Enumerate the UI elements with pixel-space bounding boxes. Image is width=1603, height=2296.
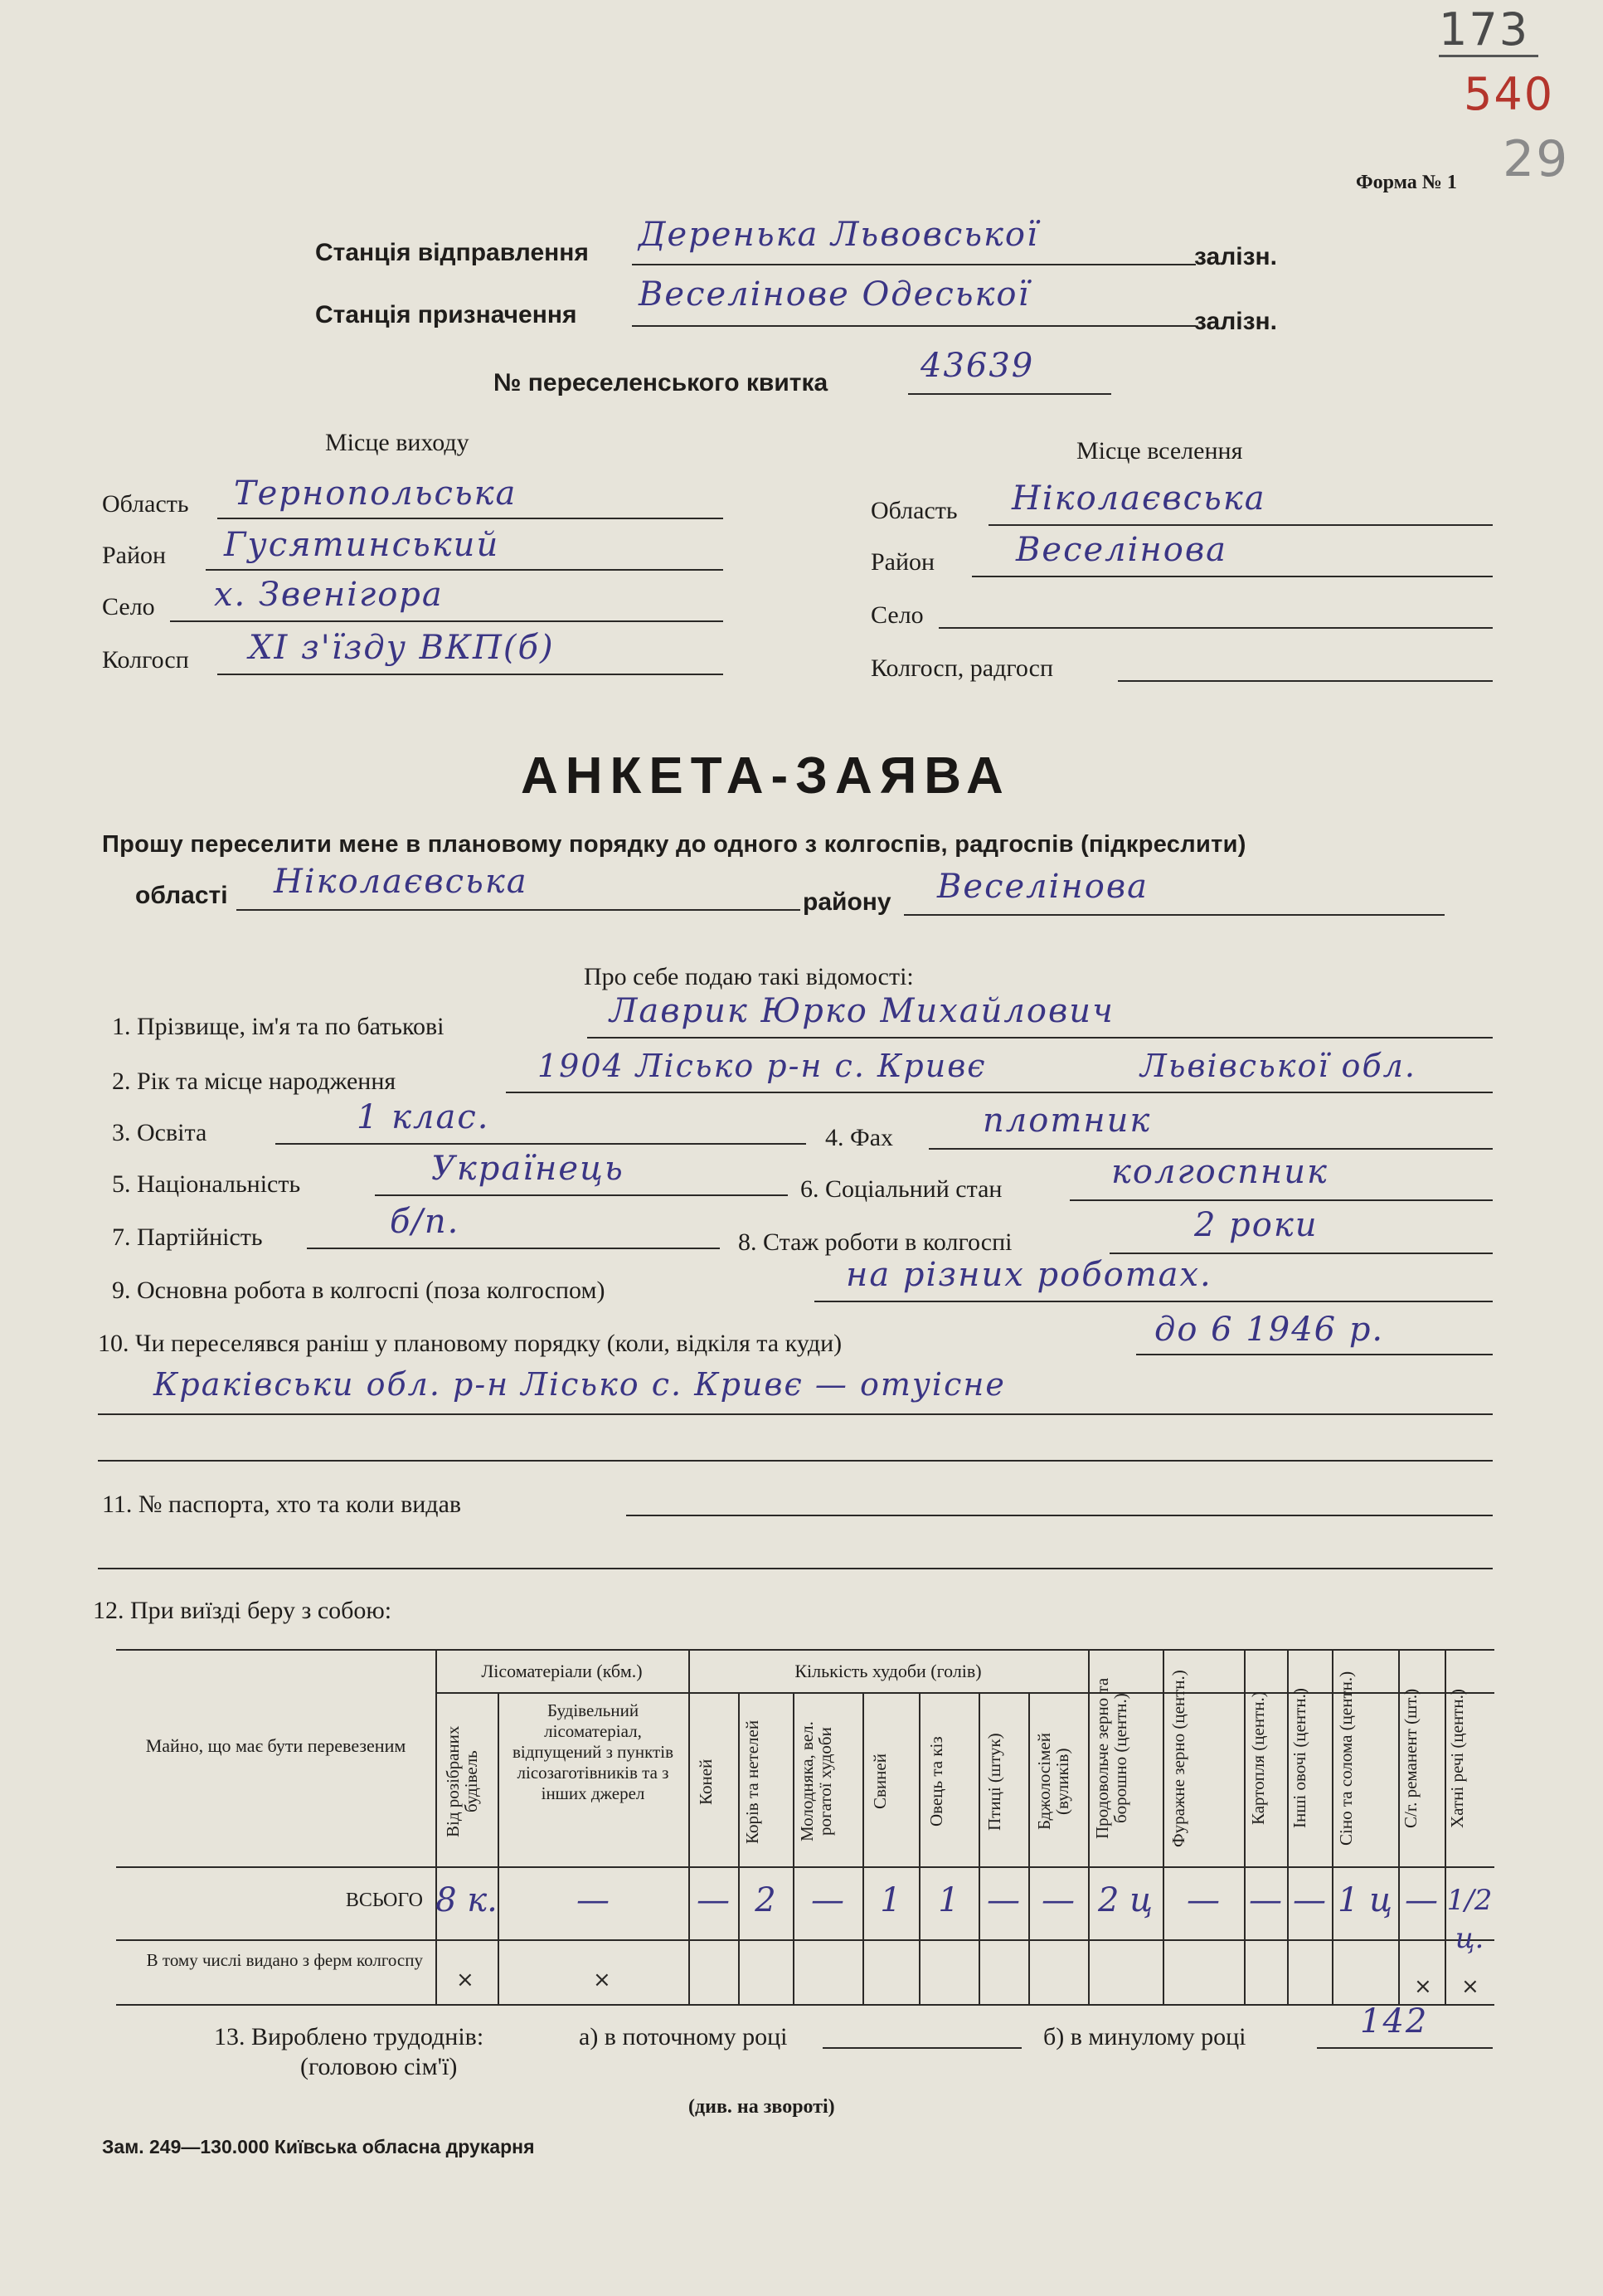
request-oblast-line: [236, 909, 800, 911]
workdays-label: 13. Вироблено трудоднів:: [214, 2023, 484, 2050]
request-oblast-label: області: [135, 882, 228, 909]
field-2-line: [506, 1092, 1493, 1093]
workdays-current-line: [823, 2047, 1022, 2049]
origin-region-label: Область: [102, 490, 189, 518]
field-6-value: колгоспник: [1111, 1153, 1329, 1191]
total-cell-1: 8 к.: [435, 1881, 498, 1919]
dest-region-line: [989, 524, 1493, 526]
intro-text: Про себе подаю такі відомості:: [584, 963, 914, 990]
field-2-value: 1904 Лісько р-н с. Кривє: [537, 1048, 987, 1084]
origin-district-value: Гусятинський: [224, 526, 500, 564]
total-cell-12: —: [1249, 1881, 1282, 1919]
col-header-9: Бджолосімей (вуликів): [1034, 1733, 1072, 1831]
request-district-label: району: [803, 888, 891, 916]
field-10-value: до 6 1946 р.: [1154, 1311, 1385, 1349]
field-11-line: [626, 1515, 1493, 1516]
workdays-sub: (головою сім'ї): [300, 2053, 458, 2080]
col-property-header: Майно, що має бути перевезеним: [145, 1735, 406, 1756]
field-8-value: 2 роки: [1194, 1206, 1319, 1244]
total-cell-2: —: [576, 1881, 610, 1919]
field-10-line: [1136, 1354, 1493, 1355]
field-11-line-2: [98, 1568, 1493, 1569]
total-cell-9: —: [1042, 1881, 1075, 1919]
request-district-line: [904, 914, 1445, 916]
field-8-label: 8. Стаж роботи в колгоспі: [738, 1228, 1013, 1256]
field-10-line-2: [98, 1413, 1493, 1415]
field-3-line: [275, 1143, 806, 1145]
field-6-line: [1070, 1199, 1493, 1201]
destination-heading: Місце вселення: [1076, 437, 1243, 465]
col-header-4: Корів та нетелей: [742, 1720, 762, 1844]
dest-district-label: Район: [871, 548, 935, 576]
field-3-value: 1 клас.: [357, 1098, 490, 1136]
workdays-previous-value: 142: [1360, 2002, 1429, 2041]
col-header-10: Продовольче зерно та борошно (центн.): [1092, 1677, 1130, 1840]
field-1-label: 1. Прізвище, ім'я та по батькові: [112, 1013, 444, 1040]
ticket-value: 43639: [921, 347, 1035, 385]
field-5-line: [375, 1194, 788, 1196]
col-header-6: Свиней: [870, 1754, 890, 1810]
field-10-value-2: Краківськи обл. р-н Лісько с. Кривє — отуісне: [153, 1366, 1006, 1403]
col-header-2: Будівельний лісоматеріал, відпущений з пунктів лісозаготівників та з інших джерел: [512, 1700, 673, 1803]
total-cell-5: —: [811, 1881, 844, 1919]
total-cell-8: —: [987, 1881, 1020, 1919]
field-1-value: Лаврик Юрко Михайлович: [610, 992, 1115, 1030]
departure-line: [632, 264, 1196, 265]
dest-district-value: Веселінова: [1016, 531, 1227, 569]
dest-kolkhoz-line: [1118, 680, 1493, 682]
total-cell-3: —: [697, 1881, 730, 1919]
total-cell-10: 2 ц: [1097, 1881, 1154, 1919]
farm-mark-15: ×: [1414, 1974, 1432, 1999]
col-header-12: Картопля (центн.): [1248, 1691, 1268, 1826]
field-3-label: 3. Освіта: [112, 1119, 207, 1146]
col-header-7: Овець та кіз: [926, 1736, 946, 1827]
dest-village-label: Село: [871, 601, 924, 629]
dest-kolkhoz-label: Колгосп, радгосп: [871, 654, 1054, 682]
col-header-1: Від розібраних будівель: [443, 1725, 481, 1838]
form-number: Форма № 1: [1356, 172, 1457, 193]
origin-kolkhoz-value: XI з'їзду ВКП(б): [249, 629, 555, 667]
origin-village-line: [170, 620, 723, 622]
row-total-label: ВСЬОГО: [345, 1890, 423, 1911]
origin-heading: Місце виходу: [325, 429, 469, 456]
farm-mark-2: ×: [593, 1968, 611, 1992]
origin-kolkhoz-line: [217, 674, 723, 675]
ticket-line: [908, 393, 1111, 395]
field-7-line: [307, 1248, 720, 1249]
request-district-value: Веселінова: [937, 868, 1149, 906]
dest-village-line: [939, 627, 1493, 629]
ticket-label: № переселенського квитка: [493, 369, 828, 396]
field-6-label: 6. Соціальний стан: [800, 1175, 1003, 1203]
workdays-previous-line: [1317, 2047, 1493, 2049]
col-header-11: Фуражне зерно (центн.): [1168, 1670, 1188, 1847]
destination-value: Веселінове Одеської: [639, 275, 1031, 314]
folio-number-red: 540: [1464, 68, 1555, 120]
departure-value: Деренька Львовської: [639, 216, 1039, 254]
workdays-previous-label: б) в минулому році: [1043, 2023, 1246, 2050]
group-livestock-header: Кількість худоби (голів): [794, 1661, 982, 1681]
document-title: АНКЕТА-ЗАЯВА: [521, 747, 1011, 805]
field-5-value: Українець: [431, 1150, 624, 1188]
railway-suffix-1: залізн.: [1194, 243, 1277, 270]
dest-region-label: Область: [871, 497, 958, 524]
col-header-5: Молодняка, вел. рогатої худоби: [797, 1721, 835, 1842]
departure-label: Станція відправлення: [315, 239, 589, 266]
field-10-label: 10. Чи переселявся раніш у плановому порядку (коли, відкіля та куди): [98, 1330, 843, 1357]
total-cell-4: 2: [755, 1881, 776, 1919]
col-header-16: Хатні речі (центн.): [1447, 1689, 1467, 1828]
farm-mark-1: ×: [456, 1968, 474, 1992]
total-cell-16: 1/2 ц.: [1446, 1884, 1493, 1955]
group-timber-header: Лісоматеріали (кбм.): [481, 1661, 643, 1681]
printer-imprint: Зам. 249—130.000 Київська обласна друкарня: [102, 2136, 535, 2157]
col-header-8: Птиці (штук): [984, 1733, 1004, 1831]
property-table: [116, 1649, 1494, 2006]
origin-district-label: Район: [102, 542, 167, 569]
field-1-line: [587, 1037, 1493, 1039]
railway-suffix-2: залізн.: [1194, 308, 1277, 335]
request-text: Прошу переселити мене в плановому порядку до одного з колгоспів, радгоспів (підкреслити): [102, 831, 1246, 858]
destination-label: Станція призначення: [315, 301, 577, 328]
field-9-value: на різних роботах.: [846, 1256, 1212, 1294]
col-header-15: С/г. реманент (шт.): [1401, 1688, 1421, 1829]
total-cell-7: 1: [938, 1881, 959, 1919]
total-cell-11: —: [1187, 1881, 1220, 1919]
origin-kolkhoz-label: Колгосп: [102, 646, 189, 674]
field-7-value: б/п.: [390, 1203, 460, 1241]
reverse-note: (див. на звороті): [688, 2096, 835, 2118]
total-cell-13: —: [1293, 1881, 1326, 1919]
field-9-line: [814, 1301, 1493, 1302]
origin-region-line: [217, 518, 723, 519]
field-12-label: 12. При виїзді беру з собою:: [93, 1597, 392, 1624]
row-farm-label: В тому числі видано з ферм колгоспу: [146, 1950, 423, 1970]
dest-district-line: [972, 576, 1493, 577]
total-cell-14: 1 ц: [1337, 1881, 1393, 1919]
field-2-extra: Львівської обл.: [1140, 1048, 1416, 1084]
field-5-label: 5. Національність: [112, 1170, 301, 1198]
field-4-line: [929, 1148, 1493, 1150]
workdays-current-label: а) в поточному році: [579, 2023, 788, 2050]
col-header-14: Сіно та солома (центн.): [1336, 1671, 1356, 1846]
folio-side-number: 29: [1503, 130, 1570, 188]
origin-village-value: х. Звенігора: [214, 576, 444, 614]
origin-district-line: [206, 569, 723, 571]
field-2-label: 2. Рік та місце народження: [112, 1068, 396, 1095]
total-cell-15: —: [1405, 1881, 1438, 1919]
field-4-value: плотник: [983, 1102, 1152, 1140]
col-header-13: Інші овочі (центн.): [1290, 1688, 1309, 1829]
origin-village-label: Село: [102, 593, 155, 620]
col-header-3: Коней: [696, 1758, 716, 1805]
farm-mark-16: ×: [1461, 1974, 1479, 1999]
dest-region-value: Ніколаєвська: [1012, 479, 1266, 518]
request-oblast-value: Ніколаєвська: [274, 863, 528, 901]
origin-region-value: Тернопольська: [234, 474, 517, 513]
field-11-label: 11. № паспорта, хто та коли видав: [102, 1491, 462, 1518]
field-7-label: 7. Партійність: [112, 1223, 263, 1251]
folio-number-pencil: 173: [1439, 3, 1530, 56]
total-cell-6: 1: [880, 1881, 901, 1919]
destination-line: [632, 325, 1196, 327]
field-4-label: 4. Фах: [825, 1124, 894, 1151]
field-10-line-3: [98, 1460, 1493, 1462]
field-9-label: 9. Основна робота в колгоспі (поза колгоспом): [112, 1277, 605, 1304]
field-8-line: [1110, 1253, 1493, 1254]
folio-strike: [1439, 55, 1538, 57]
